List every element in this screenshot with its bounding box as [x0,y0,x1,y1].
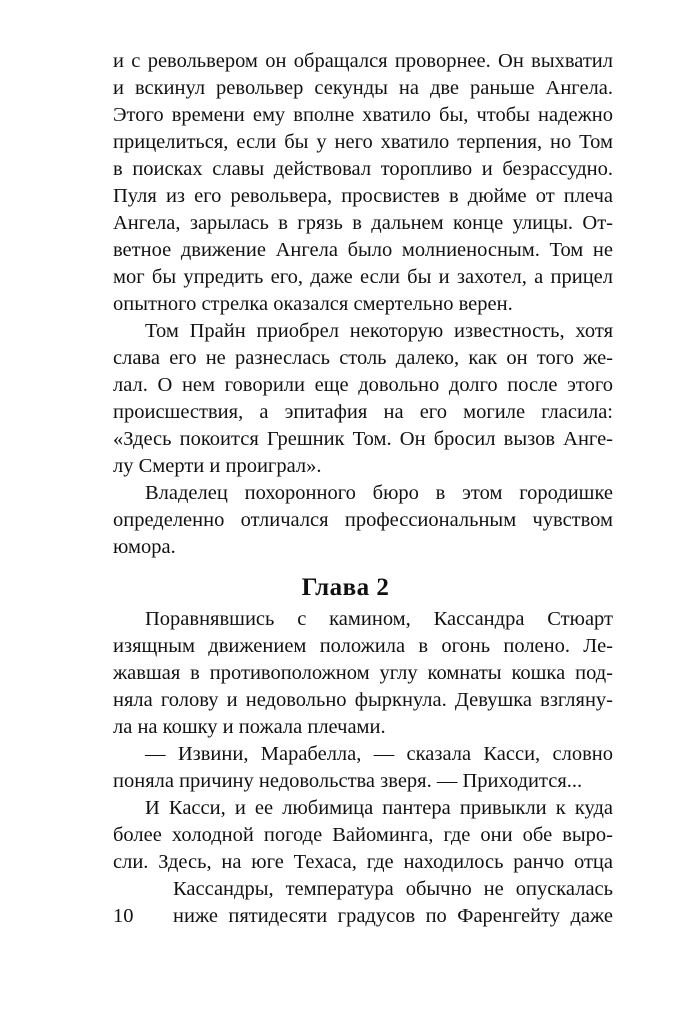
text-line: сли. Здесь, на юге Техаса, где находилось ранчо отца [113,851,613,873]
text-line: ветное движение Ангела было молниеносным. Том не [113,239,613,261]
text-line: ниже пятидесяти градусов по Фаренгейту даже [173,905,613,927]
text-line: изящным движением положила в огонь полено. Ле- [113,635,613,657]
text-line: няла голову и недовольно фыркнула. Девушка взгляну- [113,689,613,711]
text-line: прицелиться, если бы у него хватило терпения, но Том [113,131,613,153]
text-line: Этого времени ему вполне хватило бы, чтобы надежно [113,104,613,126]
text-line: слава его не разнеслась столь далеко, как он того же- [113,347,613,369]
text-line: мог бы упредить его, даже если бы и захотел, а прицел [113,266,613,288]
text-line: и вскинул револьвер секунды на две раньше Ангела. [113,77,613,99]
text-line: Владелец похоронного бюро в этом городишке [145,482,613,504]
text-line: ла на кошку и пожала плечами. [113,716,386,738]
text-line: Пуля из его револьвера, просвистев в дюйме от плеча [113,185,613,207]
text-line: юмора. [113,536,176,558]
text-line: поняла причину недовольства зверя. — Приходится... [113,770,583,792]
text-line: Поравнявшись с камином, Кассандра Стюарт [145,608,613,630]
text-line: в поисках славы действовал торопливо и безрассудно. [113,158,613,180]
text-line: опытного стрелка оказался смертельно верен. [113,293,513,315]
text-line: более холодной погоде Вайоминга, где они обе выро- [113,824,613,846]
text-line: происшествия, а эпитафия на его могиле гласила: [113,401,613,423]
text-line: Том Прайн приобрел некоторую известность, хотя [145,320,613,342]
text-line: лал. О нем говорили еще довольно долго после этого [113,374,613,396]
text-line: определенно отличался профессиональным чувством [113,509,613,531]
text-line: Ангела, зарылась в грязь в дальнем конце улицы. От- [113,212,613,234]
text-line: «Здесь покоится Грешник Том. Он бросил вызов Анге- [113,428,613,450]
text-line: лу Смерти и проиграл». [113,455,322,477]
text-line: — Извини, Марабелла, — сказала Касси, словно [145,743,613,765]
chapter-heading: Глава 2 [301,574,390,601]
text-line: жавшая в противоположном углу комнаты кошка под- [113,662,613,684]
text-line: Кассандры, температура обычно не опускалась [173,878,613,900]
text-line: и с револьвером он обращался проворнее. Он выхватил [113,50,613,72]
text-line: И Касси, и ее любимица пантера привыкли к куда [145,797,613,819]
page-number: 10 [113,905,134,927]
